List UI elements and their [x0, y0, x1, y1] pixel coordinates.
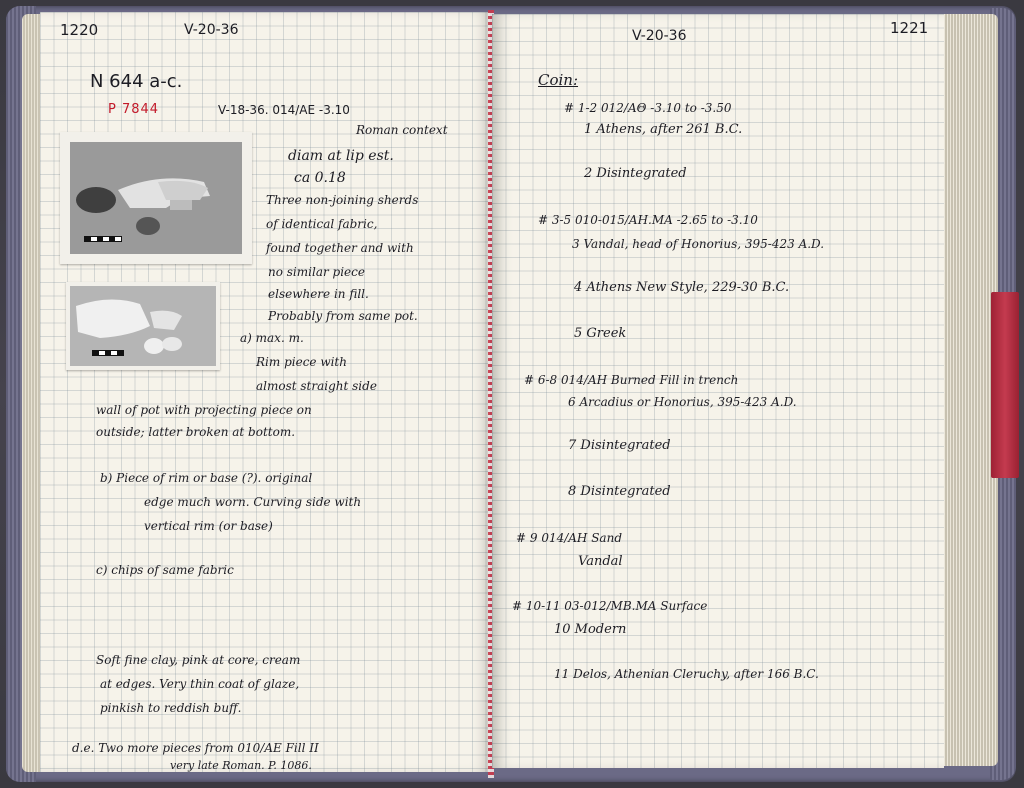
note-line-11: Rim piece with [256, 355, 347, 369]
note-line-22: d.e. Two more pieces from 010/AE Fill II [72, 741, 319, 755]
right-page [492, 14, 944, 768]
coin-line-14: # 10-11 03-012/MB.MA Surface [512, 599, 708, 613]
right-page-number: 1221 [890, 19, 929, 37]
right-page-date: V-20-36 [632, 28, 687, 44]
note-line-13: wall of pot with projecting piece on [96, 403, 312, 417]
bookmark-ribbon [991, 292, 1019, 478]
note-line-20: at edges. Very thin coat of glaze, [100, 677, 300, 691]
coin-line-5: 3 Vandal, head of Honorius, 395-423 A.D. [572, 237, 825, 251]
coin-line-10: 7 Disintegrated [568, 438, 671, 453]
note-line-6: found together and with [266, 241, 414, 255]
note-line-9: Probably from same pot. [268, 309, 418, 323]
note-line-2: diam at lip est. [288, 148, 394, 164]
coin-line-11: 8 Disintegrated [568, 484, 671, 499]
note-line-23: very late Roman. P. 1086. [170, 759, 312, 772]
note-line-5: of identical fabric, [266, 217, 378, 231]
coin-line-12: # 9 014/AH Sand [516, 531, 622, 545]
note-line-19: Soft fine clay, pink at core, cream [96, 653, 301, 667]
object-number: N 644 a-c. [90, 71, 183, 92]
note-line-7: no similar piece [268, 265, 365, 279]
note-line-15: b) Piece of rim or base (?). original [100, 471, 313, 485]
coin-line-8: # 6-8 014/AH Burned Fill in trench [524, 373, 739, 387]
coin-line-15: 10 Modern [554, 622, 627, 637]
coin-line-3: 2 Disintegrated [584, 166, 687, 181]
artifact-photo-1 [60, 132, 252, 264]
note-line-1: Roman context [356, 123, 448, 137]
note-line-10: a) max. m. [240, 331, 304, 345]
coin-line-2: 1 Athens, after 261 B.C. [584, 122, 743, 137]
note-line-21: pinkish to reddish buff. [100, 701, 242, 715]
coin-line-4: # 3-5 010-015/AH.MA -2.65 to -3.10 [538, 213, 758, 227]
inventory-label: P 7844 [108, 102, 160, 117]
coin-line-16: 11 Delos, Athenian Cleruchy, after 166 B.C. [554, 667, 819, 681]
find-context: V-18-36. 014/AE -3.10 [218, 103, 350, 117]
coin-line-7: 5 Greek [574, 326, 627, 341]
left-page-date: V-20-36 [184, 22, 239, 38]
note-line-17: vertical rim (or base) [144, 519, 273, 533]
left-page-number: 1220 [60, 21, 99, 39]
left-page [40, 12, 490, 772]
note-line-12: almost straight side [256, 379, 377, 393]
coin-line-9: 6 Arcadius or Honorius, 395-423 A.D. [568, 395, 797, 409]
note-line-14: outside; latter broken at bottom. [96, 425, 296, 439]
page-edges-right [938, 14, 998, 766]
artifact-photo-2 [66, 282, 220, 370]
coin-heading: Coin: [538, 71, 579, 89]
note-line-16: edge much worn. Curving side with [144, 495, 362, 509]
note-line-4: Three non-joining sherds [266, 193, 419, 207]
coin-line-6: 4 Athens New Style, 229-30 B.C. [574, 280, 790, 295]
note-line-18: c) chips of same fabric [96, 563, 234, 577]
coin-line-1: # 1-2 012/AΘ -3.10 to -3.50 [564, 101, 732, 115]
coin-line-13: Vandal [578, 554, 623, 569]
note-line-3: ca 0.18 [294, 170, 346, 186]
note-line-8: elsewhere in fill. [268, 287, 369, 301]
